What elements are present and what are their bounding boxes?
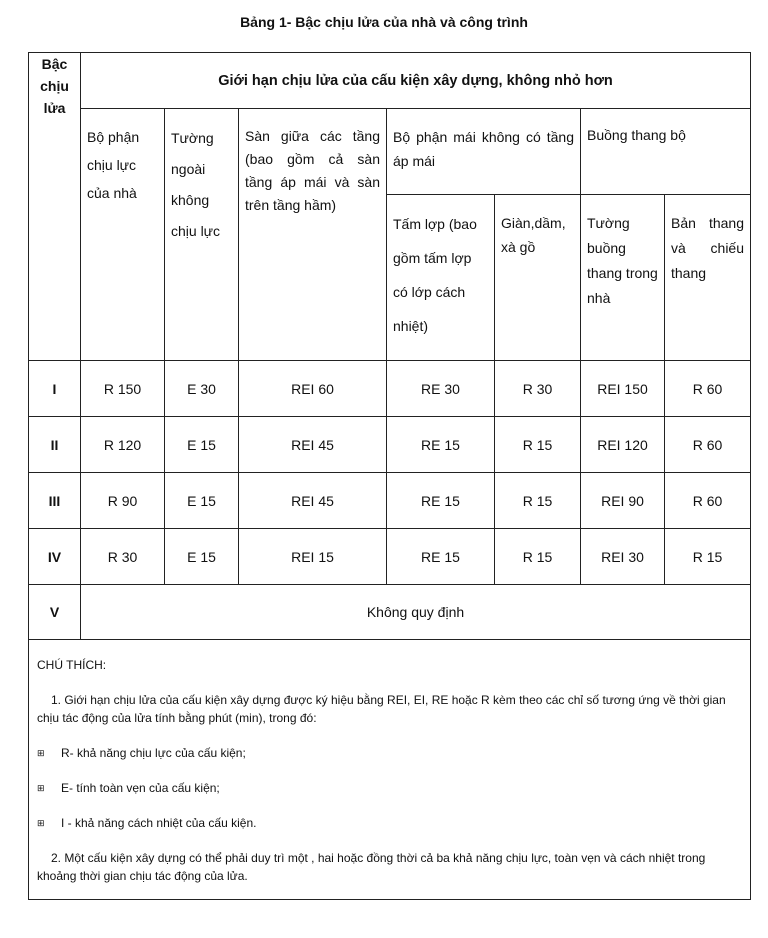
- table-cell: R 15: [665, 529, 751, 585]
- bullet-icon: ⊞: [37, 818, 45, 828]
- table-row: [29, 529, 751, 585]
- table-cell: R 15: [495, 417, 581, 473]
- note-bullet: [37, 744, 742, 762]
- notes-section: [29, 640, 751, 900]
- table-row: [29, 585, 751, 640]
- table-cell: REI 30: [581, 529, 665, 585]
- table-cell: R 30: [495, 361, 581, 417]
- note-bullet: [37, 814, 742, 832]
- notes-heading: CHÚ THÍCH:: [37, 658, 107, 672]
- note-bullet: [37, 779, 742, 797]
- table-cell: R 90: [81, 473, 165, 529]
- table-row: [29, 417, 751, 473]
- bullet-icon: ⊞: [37, 783, 45, 793]
- table-cell: RE 15: [387, 473, 495, 529]
- col-exterior-wall-header: Tường ngoài không chịu lực: [171, 130, 221, 239]
- table-cell: REI 15: [239, 529, 387, 585]
- bullet-text: I - khả năng cách nhiệt của cấu kiện.: [61, 816, 257, 830]
- table-cell: E 15: [165, 417, 239, 473]
- table-cell: REI 45: [239, 473, 387, 529]
- table-cell: R 15: [495, 473, 581, 529]
- table-cell: R 60: [665, 361, 751, 417]
- grade-cell: III: [29, 473, 81, 529]
- col-roof-beams-header: Giàn,dầm, xà gồ: [501, 215, 566, 255]
- table-row: [29, 361, 751, 417]
- fire-resistance-table: [28, 52, 751, 900]
- table-cell: R 60: [665, 473, 751, 529]
- col-load-bearing-header: Bộ phận chịu lực của nhà: [87, 129, 140, 201]
- col-stair-flight-header: Bản thang và chiếu thang: [671, 215, 745, 281]
- grade-cell: II: [29, 417, 81, 473]
- col-stair-group-header: Buồng thang bộ: [587, 127, 686, 143]
- table-cell: R 15: [495, 529, 581, 585]
- table-cell: RE 30: [387, 361, 495, 417]
- table-cell: E 15: [165, 473, 239, 529]
- table-cell: E 15: [165, 529, 239, 585]
- table-cell: RE 15: [387, 417, 495, 473]
- page-title: Bảng 1- Bậc chịu lửa của nhà và công trình: [240, 14, 528, 30]
- grade-header: Bậc chịu lửa: [29, 53, 81, 361]
- col-roof-cover-header: Tấm lợp (bao gồm tấm lợp có lớp cách nhiệt): [393, 216, 477, 334]
- bullet-icon: ⊞: [37, 748, 45, 758]
- col-floor-header: Sàn giữa các tầng (bao gồm cả sàn tầng áp mái và sàn trên tầng hầm): [245, 128, 380, 213]
- grade-cell: V: [29, 585, 81, 640]
- table-cell: REI 120: [581, 417, 665, 473]
- grade-cell: IV: [29, 529, 81, 585]
- table-cell: R 150: [81, 361, 165, 417]
- col-roof-group-header: Bộ phận mái không có tầng áp mái: [393, 129, 574, 169]
- table-cell: REI 45: [239, 417, 387, 473]
- table-cell: RE 15: [387, 529, 495, 585]
- table-cell: E 30: [165, 361, 239, 417]
- group-header: Giới hạn chịu lửa của cấu kiện xây dựng, không nhỏ hơn: [81, 53, 751, 109]
- table-cell: REI 90: [581, 473, 665, 529]
- table-cell: R 120: [81, 417, 165, 473]
- grade-cell: I: [29, 361, 81, 417]
- note-paragraph: 1. Giới hạn chịu lửa của cấu kiện xây dựng được ký hiệu bằng REI, EI, RE hoặc R kèm theo các chỉ số tương ứng về thời gian chịu tác động của lửa tính bằng phút (min), trong đó:: [37, 693, 726, 725]
- note-paragraph: 2. Một cấu kiện xây dựng có thể phải duy trì một , hai hoặc đồng thời cả ba khả năng chịu lực, toàn vẹn và cách nhiệt trong khoảng thời gian chịu tác động của lửa.: [37, 851, 706, 883]
- col-stair-wall-header: Tường buồng thang trong nhà: [587, 215, 658, 306]
- table-cell: R 60: [665, 417, 751, 473]
- table-cell: R 30: [81, 529, 165, 585]
- table-cell-merged: Không quy định: [81, 585, 751, 640]
- table-cell: REI 150: [581, 361, 665, 417]
- bullet-text: R- khả năng chịu lực của cấu kiện;: [61, 746, 246, 760]
- table-cell: REI 60: [239, 361, 387, 417]
- bullet-text: E- tính toàn vẹn của cấu kiện;: [61, 781, 220, 795]
- table-row: [29, 473, 751, 529]
